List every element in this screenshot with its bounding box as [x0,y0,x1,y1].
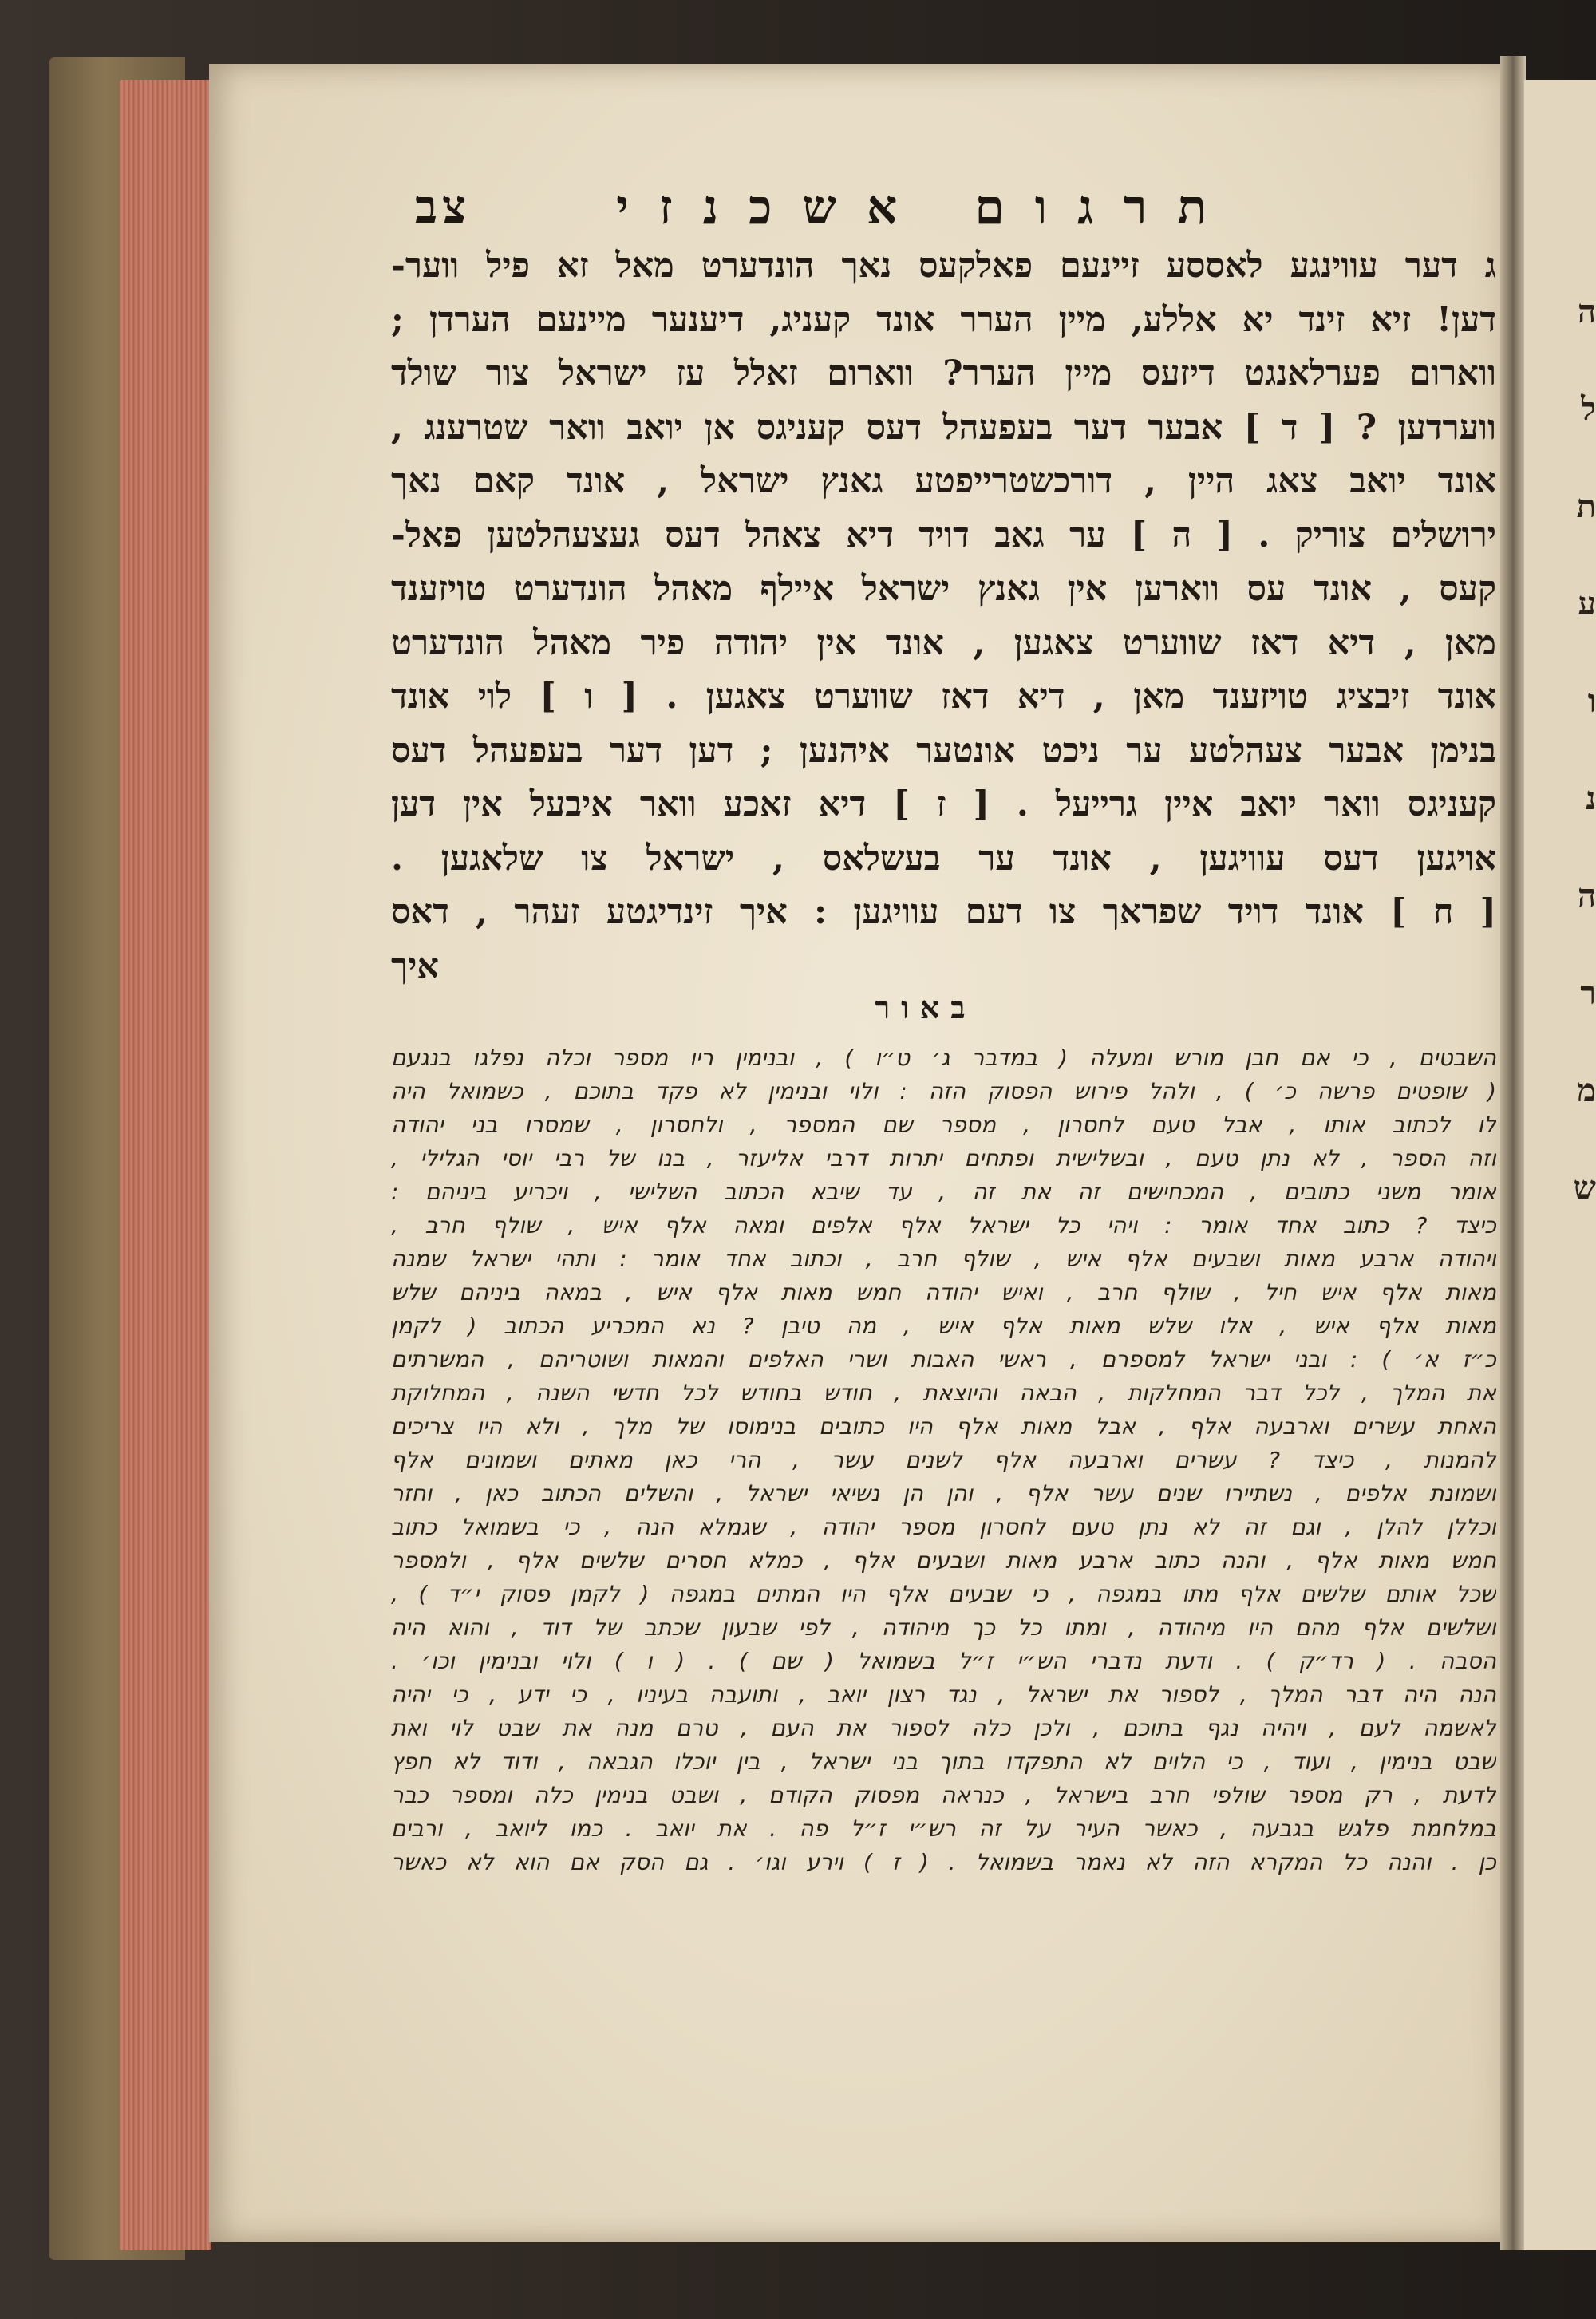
text-line: [ ח ] אונד דויד שפראך צו דעם עוויגען : איך זינדיגטע זעהר , דאס [391,892,1496,932]
text-line: מאן , דיא דאז שווערט צאגען , אונד אין יהודה פיר מאהל הונדערט [391,622,1496,663]
text-line: אויגען דעס עוויגען , אונד ער בעשלאס , ישראל צו שלאגען . [391,838,1496,879]
catchword: איך [391,946,440,986]
commentary-line: שכל אותם שלשים אלף מתו במגפה , כי שבעים אלף היו המתים במגפה ( לקמן פסוק י״ד ) , [391,1581,1496,1607]
commentary-line: אומר משני כתובים , המכחישים זה את זה , עד שיבא הכתוב השלישי , ויכריע ביניהם : [391,1179,1496,1205]
commentary-line: הסבה . ( רד״ק ) . ודעת נדברי הש״י ז״ל בשמואל ( שם ) . ( ו ) ולוי ובנימין וכו׳ . [391,1648,1496,1674]
commentary-line: ושמונת אלפים , נשתיירו שנים עשר אלף , והן הן נשיאי ישראל , והשלים הכתוב כאן , וחזר [391,1480,1496,1507]
facing-page-fragment: ה [1577,877,1596,915]
text-line: ווערדען ? [ ד ] אבער דער בעפעהל דעס קעניגס אן יואב וואר שטרענג , [391,407,1496,448]
commentary-text [391,1041,1496,1879]
facing-page-fragment: ל [1581,390,1596,428]
text-line: ירושלים צוריק . [ ה ] ער גאב דויד דיא צאהל דעס געצעהלטען פאל- [391,515,1496,555]
commentary-line: להמנות , כיצד ? עשרים וארבעה אלף לשנים עשר , הרי כאן מאתים ושמונים אלף [391,1447,1496,1473]
commentary-line: וכללן להלן , וגם זה לא נתן טעם לחסרון מספר יהודה , שגמלא הנה , כי בשמואל כתוב [391,1514,1496,1540]
commentary-line: כיצד ? כתוב אחד אומר : ויהי כל ישראל אלף אלפים ומאה אלף איש , שולף חרב , [391,1212,1496,1239]
commentary-line: שבט בנימין , ועוד , כי הלוים לא התפקדו בתוך בני ישראל , בין יוכלו הגבאה , ודוד לא חפץ [391,1748,1496,1775]
commentary-heading: באור [875,990,977,1025]
facing-page-fragment: ה [1577,293,1596,330]
commentary-line: ( שופטים פרשה כ׳ ) , ולהל פירוש הפסוק הזה : ולוי ובנימין לא פקד בתוכם , כשמואל היה [391,1078,1496,1104]
text-line: אונד זיבציג טויזענד מאן , דיא דאז שווערט צאגען . [ ו ] לוי אונד [391,677,1496,717]
main-text [391,239,1496,994]
commentary-line: הנה היה דבר המלך , לספור את ישראל , נגד רצון יואב , ותועבה בעיניו , כי ידע , כי יהיה [391,1681,1496,1708]
commentary-line: האחת עשרים וארבעה אלף , אבל מאות אלף היו כתובים בנימוסו של מלך , ולא היו צריכים [391,1413,1496,1440]
text-line: דען! זיא זינד יא אללע, מיין הערר אונד קעניג, דיענער מיינעם הערדן ; [391,299,1496,340]
commentary-line: מאות אלף איש , אלו שלש מאות אלף איש , מה טיבן ? נא המכריע הכתוב ( לקמן [391,1313,1496,1339]
commentary-line: כן . והנה כל המקרא הזה לא נאמר בשמואל . ( ז ) וירע וגו׳ . גם הסק אם הוא לא כאשר [391,1849,1496,1875]
facing-page-fragment: ש [1573,1169,1596,1207]
commentary-line: כ״ז א׳ ) : ובני ישראל למספרם , ראשי האבות ושרי האלפים והמאות ושוטריהם , המשרתים [391,1346,1496,1373]
facing-page-fragment: ר [1580,974,1596,1012]
facing-page-fragment: נ [1585,780,1596,817]
facing-page-fragment: ו [1587,682,1596,720]
commentary-line: מאות אלף איש חיל , שולף חרב , ואיש יהודה חמש מאות אלף איש , במאה ביניהם שלש [391,1279,1496,1306]
commentary-line: ושלשים אלף מהם היו מיהודה , ומתו כל כך מיהודה , לפי שבעון שכתב של דוד , והוא היה [391,1614,1496,1641]
book-gutter [1500,56,1526,2250]
commentary-line: במלחמת פלגש בגבעה , כאשר העיר על זה רש״י ז״ל פה . את יואב . כמו ליואב , ורבים [391,1815,1496,1842]
commentary-line: לאשמה לעם , ויהיה נגף בתוכם , ולכן כלה לספור את העם , טרם מנה את שבט לוי ואת [391,1715,1496,1741]
running-title: תרגום אשכנזי [616,180,1237,235]
commentary-line: ויהודה ארבע מאות ושבעים אלף איש , שולף חרב , וכתוב אחד אומר : ותהי ישראל שמנה [391,1246,1496,1272]
commentary-line: חמש מאות אלף , והנה כתוב ארבע מאות ושבעים אלף , כמלא חסרים שלשים אלף , ולמספר [391,1547,1496,1574]
commentary-line: את המלך , לכל דבר המחלקות , הבאה והיוצאת , חודש בחודש לכל חדשי השנה , המחלוקת [391,1380,1496,1406]
commentary-line: השבטים , כי אם חבן מורש ומעלה ( במדבר ג׳ ט״ו ) , ובנימין ריו מספר וכלה נפלגו בנגעם [391,1045,1496,1071]
text-line: ווארום פערלאנגט דיזעס מיין הערר? ווארום זאלל עז ישראל צור שולד [391,354,1496,393]
text-line: אונד יואב צאג היין , דורכשטרייפטע גאנץ ישראל , אונד קאם נאך [391,461,1496,501]
page-edges [120,80,211,2250]
facing-page-fragment: מ [1577,1072,1596,1109]
facing-page-text [1524,80,1596,1237]
page-number: צב [415,180,472,234]
text-line: ג דער עווינגע לאססע זיינעם פאלקעס נאך הונדערט מאל זא פיל ווער- [391,246,1496,286]
facing-page-edge [1524,80,1596,2250]
commentary-line: לו לכתוב אותו , אבל טעם לחסרון , מספר שם המספר , ולחסרון , שמסרו בני יהודה [391,1112,1496,1138]
commentary-line: לדעת , רק מספר שולפי חרב בישראל , כנראה מפסוק הקודם , ושבט בנימין כלה ומספר כבר [391,1782,1496,1808]
commentary-line: וזה הספר , לא נתן טעם , ובשלישית ופתחים יתרות דרבי אליעזר , בנו של רבי יוסי הגלילי , [391,1145,1496,1171]
facing-page-fragment: ת [1576,488,1596,525]
text-line: קעניגס וואר יואב איין גרייעל . [ ז ] דיא זאכע וואר איבעל אין דען [391,784,1496,824]
text-line: קעס , אונד עס ווארען אין גאנץ ישראל איילף מאהל הונדערט טויזענד [391,569,1496,609]
text-line: בנימן אבער צעהלטע ער ניכט אונטער איהנען ; דען דער בעפעהל דעס [391,730,1496,771]
facing-page-fragment: ע [1578,585,1596,622]
